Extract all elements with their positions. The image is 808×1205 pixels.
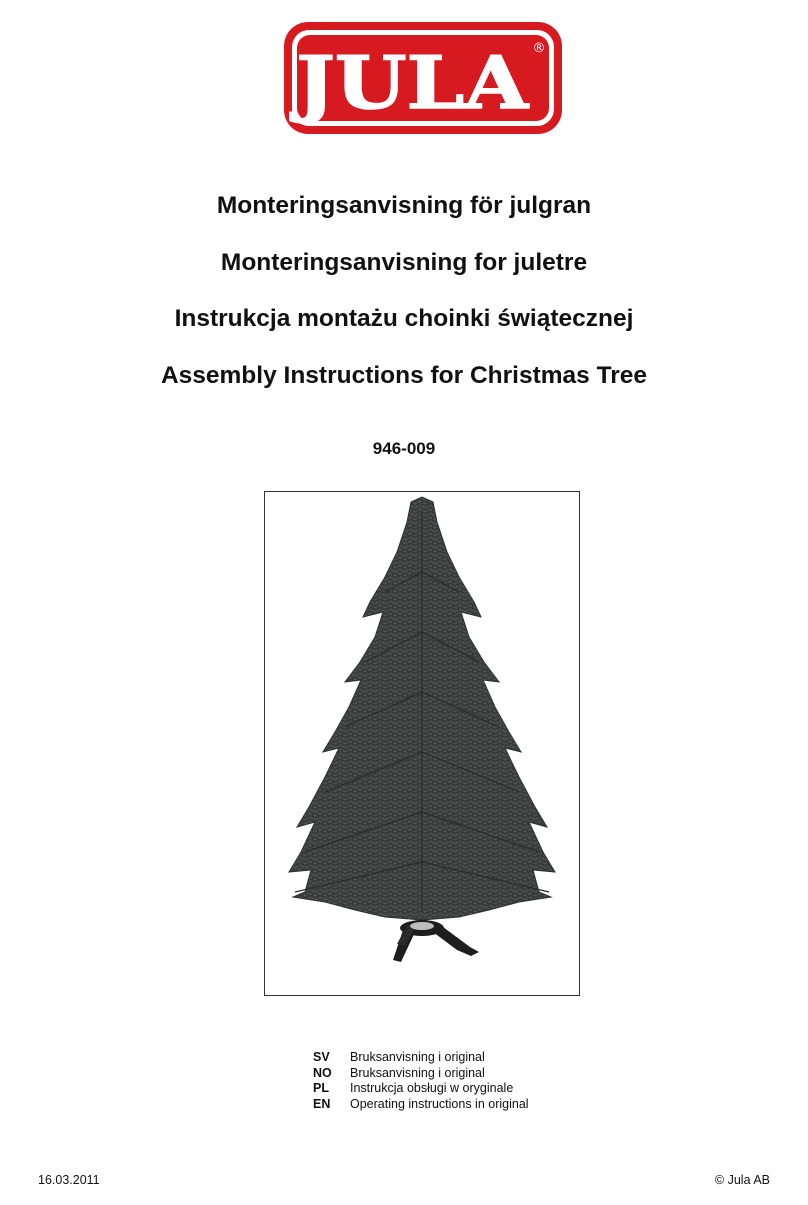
title-swedish: Monteringsanvisning för julgran — [216, 192, 592, 219]
language-row-en — [313, 1097, 529, 1113]
title-block — [0, 192, 808, 418]
title-norwegian: Monteringsanvisning for juletre — [220, 248, 588, 276]
christmas-tree-icon — [265, 492, 579, 995]
logo-text: JULA — [289, 40, 530, 125]
tree-stand-icon — [393, 920, 479, 962]
language-row-pl — [313, 1081, 529, 1097]
language-code: SV — [313, 1050, 330, 1064]
language-text: Operating instructions in original — [350, 1096, 529, 1111]
title-polish: Instrukcja montażu choinki świątecznej — [174, 305, 634, 332]
language-list — [313, 1050, 529, 1112]
language-code: PL — [313, 1081, 329, 1095]
registered-mark-icon: ® — [532, 41, 546, 56]
footer-date: 16.03.2011 — [38, 1173, 100, 1187]
product-image-frame — [264, 491, 580, 996]
language-code: NO — [313, 1065, 332, 1080]
jula-logo-graphic — [282, 20, 564, 136]
language-row-sv — [313, 1050, 529, 1066]
language-row-no — [313, 1066, 529, 1082]
language-text: Instrukcja obsługi w oryginale — [350, 1081, 514, 1095]
title-english: Assembly Instructions for Christmas Tree — [160, 361, 648, 389]
language-text: Bruksanvisning i original — [350, 1065, 485, 1080]
model-number: 946-009 — [372, 439, 436, 458]
brand-logo — [282, 20, 564, 136]
footer-copyright: © Jula AB — [714, 1173, 770, 1187]
language-code: EN — [313, 1096, 331, 1111]
language-text: Bruksanvisning i original — [350, 1050, 485, 1064]
stand-collar — [410, 922, 434, 930]
